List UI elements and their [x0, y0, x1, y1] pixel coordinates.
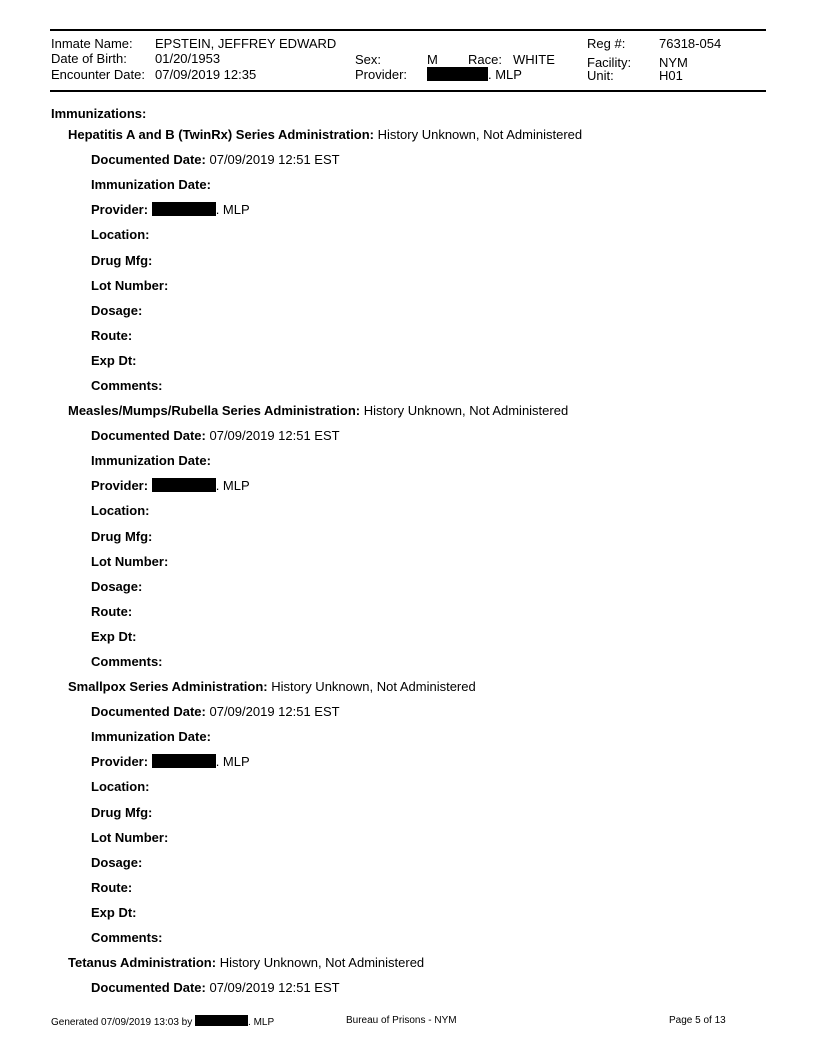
provider-label: Provider: — [91, 754, 149, 769]
comments-label: Comments: — [91, 378, 163, 393]
lot-number-label: Lot Number: — [91, 278, 169, 293]
immunization-status: History Unknown, Not Administered — [219, 955, 425, 970]
race-label: Race: — [468, 52, 502, 67]
documented-date-value: 07/09/2019 12:51 EST — [209, 152, 340, 167]
provider-label: Provider: — [91, 478, 149, 493]
dosage-label: Dosage: — [91, 579, 143, 594]
immunization-date-label: Immunization Date: — [91, 453, 211, 468]
provider-suffix: . MLP — [215, 478, 250, 493]
immunization-name: Measles/Mumps/Rubella Series Administration: — [68, 403, 361, 418]
field-row-immunization-date — [91, 453, 211, 469]
immunization-title — [68, 679, 476, 695]
documented-date-value: 07/09/2019 12:51 EST — [209, 980, 340, 995]
field-row-documented-date — [91, 980, 340, 996]
field-row-provider — [91, 202, 250, 218]
route-label: Route: — [91, 604, 133, 619]
immunization-title — [68, 955, 424, 971]
field-row-drug-mfg — [91, 253, 152, 269]
section-title: Immunizations: — [51, 106, 147, 121]
documented-date-label: Documented Date: — [91, 428, 206, 443]
field-row-drug-mfg — [91, 529, 152, 545]
field-row-documented-date — [91, 428, 340, 444]
immunization-name: Hepatitis A and B (TwinRx) Series Administration: — [68, 127, 375, 142]
drug-mfg-label: Drug Mfg: — [91, 529, 153, 544]
provider-suffix: . MLP — [488, 67, 522, 82]
unit-label: Unit: — [587, 68, 614, 83]
reg-value: 76318-054 — [659, 36, 722, 51]
field-row-documented-date — [91, 704, 340, 720]
drug-mfg-label: Drug Mfg: — [91, 805, 153, 820]
facility-label: Facility: — [587, 55, 632, 70]
field-row-dosage — [91, 855, 142, 871]
field-row-location — [91, 227, 150, 243]
exp-dt-label: Exp Dt: — [91, 905, 137, 920]
provider-suffix: . MLP — [215, 754, 250, 769]
field-row-documented-date — [91, 152, 340, 168]
field-row-drug-mfg — [91, 805, 152, 821]
field-row-provider — [91, 478, 250, 494]
field-row-lot-number — [91, 830, 168, 846]
comments-label: Comments: — [91, 930, 163, 945]
field-row-comments — [91, 654, 163, 670]
immunization-date-label: Immunization Date: — [91, 729, 211, 744]
exp-dt-label: Exp Dt: — [91, 353, 137, 368]
field-row-exp-dt — [91, 905, 137, 921]
dob-value: 01/20/1953 — [155, 51, 221, 66]
sex-value: M — [427, 52, 438, 67]
facility-value: NYM — [659, 55, 688, 70]
footer-generated-prefix: Generated 07/09/2019 13:03 by — [51, 1017, 193, 1028]
reg-label: Reg #: — [587, 36, 626, 51]
field-row-provider — [91, 754, 250, 770]
immunization-status: History Unknown, Not Administered — [363, 403, 569, 418]
field-row-location — [91, 779, 150, 795]
immunization-name: Tetanus Administration: — [68, 955, 217, 970]
location-label: Location: — [91, 503, 150, 518]
provider-label: Provider: — [355, 67, 408, 82]
field-row-exp-dt — [91, 353, 137, 369]
redaction-bar — [152, 202, 216, 216]
field-row-dosage — [91, 303, 142, 319]
field-row-dosage — [91, 579, 142, 595]
exp-dt-label: Exp Dt: — [91, 629, 137, 644]
documented-date-label: Documented Date: — [91, 704, 206, 719]
immunization-title — [68, 403, 568, 419]
field-row-route — [91, 880, 132, 896]
provider-label: Provider: — [91, 202, 149, 217]
dosage-label: Dosage: — [91, 303, 143, 318]
documented-date-value: 07/09/2019 12:51 EST — [209, 704, 340, 719]
documented-date-value: 07/09/2019 12:51 EST — [209, 428, 340, 443]
provider-suffix: . MLP — [215, 202, 250, 217]
footer-center: Bureau of Prisons - NYM — [346, 1015, 457, 1026]
field-row-exp-dt — [91, 629, 137, 645]
lot-number-label: Lot Number: — [91, 830, 169, 845]
location-label: Location: — [91, 227, 150, 242]
documented-date-label: Documented Date: — [91, 980, 206, 995]
inmate-name: EPSTEIN, JEFFREY EDWARD — [155, 36, 337, 51]
field-row-route — [91, 328, 132, 344]
redaction-bar — [152, 478, 216, 492]
comments-label: Comments: — [91, 654, 163, 669]
footer-generated — [51, 1015, 274, 1029]
immunization-title — [68, 127, 582, 143]
footer-page-number: Page 5 of 13 — [669, 1015, 726, 1026]
field-row-route — [91, 604, 132, 620]
inmate-name-label: Inmate Name: — [51, 36, 133, 51]
lot-number-label: Lot Number: — [91, 554, 169, 569]
immunization-date-label: Immunization Date: — [91, 177, 211, 192]
encounter-date-value: 07/09/2019 12:35 — [155, 67, 257, 82]
unit-value: H01 — [659, 68, 683, 83]
field-row-immunization-date — [91, 177, 211, 193]
documented-date-label: Documented Date: — [91, 152, 206, 167]
field-row-immunization-date — [91, 729, 211, 745]
immunization-name: Smallpox Series Administration: — [68, 679, 268, 694]
route-label: Route: — [91, 328, 133, 343]
encounter-date-label: Encounter Date: — [51, 67, 145, 82]
immunization-status: History Unknown, Not Administered — [377, 127, 583, 142]
field-row-comments — [91, 378, 163, 394]
field-row-lot-number — [91, 278, 168, 294]
footer-generated-suffix: . MLP — [248, 1017, 275, 1028]
redaction-bar — [152, 754, 216, 768]
route-label: Route: — [91, 880, 133, 895]
dob-label: Date of Birth: — [51, 51, 127, 66]
immunization-status: History Unknown, Not Administered — [271, 679, 476, 694]
drug-mfg-label: Drug Mfg: — [91, 253, 153, 268]
location-label: Location: — [91, 779, 150, 794]
redaction-bar — [195, 1015, 248, 1026]
race-value: WHITE — [513, 52, 555, 67]
field-row-location — [91, 503, 150, 519]
dosage-label: Dosage: — [91, 855, 143, 870]
field-row-comments — [91, 930, 163, 946]
field-row-lot-number — [91, 554, 168, 570]
sex-label: Sex: — [355, 52, 382, 67]
